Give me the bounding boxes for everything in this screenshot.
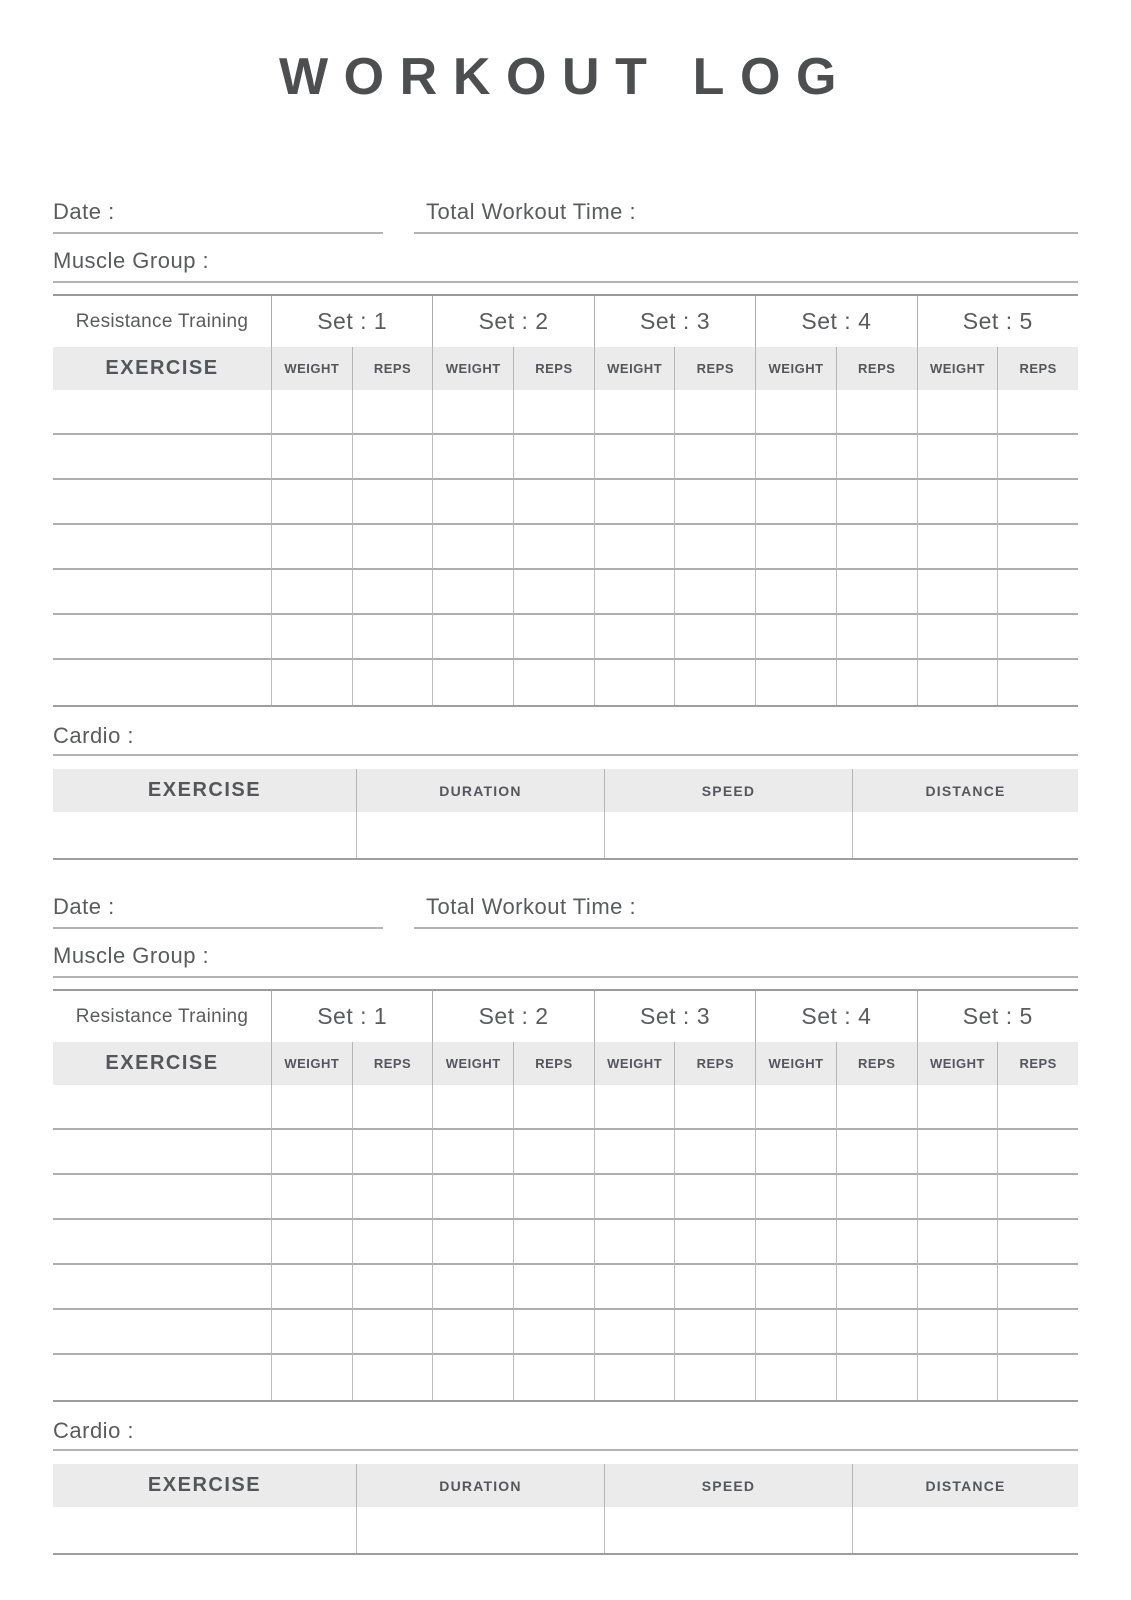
set-entry-cell — [271, 1085, 352, 1130]
weight-column-header: WEIGHT — [432, 347, 513, 390]
exercise-column-header: EXERCISE — [53, 1042, 271, 1085]
set-entry-cell — [674, 1220, 755, 1265]
set-entry-cell — [352, 1085, 433, 1130]
set-entry-cell — [836, 1175, 917, 1220]
set-entry-cell — [836, 1265, 917, 1310]
set-entry-cell — [352, 390, 433, 435]
set-entry-cell — [432, 570, 513, 615]
set-entry-cell — [755, 1130, 836, 1175]
set-entry-cell — [997, 660, 1078, 705]
set-entry-cell — [432, 1265, 513, 1310]
set-entry-cell — [594, 1355, 675, 1400]
resistance-training-table — [53, 294, 1078, 707]
set-entry-cell — [917, 1220, 998, 1265]
total-workout-time-label: Total Workout Time : — [426, 894, 637, 919]
set-entry-cell — [836, 1085, 917, 1130]
set-entry-cell — [917, 615, 998, 660]
set-entry-cell — [755, 390, 836, 435]
set-entry-cell — [594, 570, 675, 615]
cardio-speed-header: SPEED — [604, 769, 852, 812]
set-entry-cell — [352, 525, 433, 570]
exercise-entry-cell — [53, 1220, 271, 1265]
set-entry-cell — [513, 1310, 594, 1355]
set-entry-cell — [271, 660, 352, 705]
set-entry-cell — [271, 1355, 352, 1400]
total-workout-time-field — [414, 198, 1078, 234]
set-entry-cell — [432, 525, 513, 570]
weight-column-header: WEIGHT — [594, 347, 675, 390]
weight-column-header: WEIGHT — [594, 1042, 675, 1085]
workout-log-block — [53, 198, 1078, 860]
set-entry-cell — [755, 660, 836, 705]
set-entry-cell — [513, 435, 594, 480]
cardio-distance-header: DISTANCE — [852, 769, 1078, 812]
set-entry-cell — [352, 480, 433, 525]
set-entry-cell — [755, 615, 836, 660]
exercise-entry-cell — [53, 480, 271, 525]
set-entry-cell — [594, 615, 675, 660]
set-entry-cell — [917, 1085, 998, 1130]
set-entry-cell — [594, 1265, 675, 1310]
cardio-entry-cell — [356, 1507, 604, 1553]
set-entry-cell — [352, 1265, 433, 1310]
set-entry-cell — [836, 570, 917, 615]
set-entry-cell — [836, 525, 917, 570]
total-workout-time-field — [414, 893, 1078, 929]
date-label: Date : — [53, 199, 115, 224]
set-entry-cell — [513, 525, 594, 570]
weight-column-header: WEIGHT — [917, 347, 998, 390]
exercise-entry-cell — [53, 615, 271, 660]
reps-column-header: REPS — [674, 1042, 755, 1085]
reps-column-header: REPS — [352, 1042, 433, 1085]
set-entry-cell — [755, 1085, 836, 1130]
set-entry-cell — [594, 1220, 675, 1265]
cardio-entry-cell — [852, 1507, 1078, 1553]
set-entry-cell — [594, 1085, 675, 1130]
set-entry-cell — [352, 1175, 433, 1220]
cardio-field — [53, 1417, 1078, 1451]
set-entry-cell — [836, 1355, 917, 1400]
date-field — [53, 198, 383, 234]
exercise-column-header: EXERCISE — [53, 347, 271, 390]
muscle-group-field — [53, 942, 1078, 978]
set-entry-cell — [674, 435, 755, 480]
exercise-entry-cell — [53, 1355, 271, 1400]
set-entry-cell — [352, 1355, 433, 1400]
set-entry-cell — [836, 1220, 917, 1265]
weight-column-header: WEIGHT — [432, 1042, 513, 1085]
weight-column-header: WEIGHT — [755, 347, 836, 390]
set-entry-cell — [432, 1085, 513, 1130]
cardio-label: Cardio : — [53, 723, 135, 748]
set-entry-cell — [917, 525, 998, 570]
set-1-header: Set : 1 — [271, 991, 432, 1042]
reps-column-header: REPS — [997, 1042, 1078, 1085]
set-entry-cell — [352, 570, 433, 615]
weight-column-header: WEIGHT — [271, 347, 352, 390]
set-entry-cell — [594, 1175, 675, 1220]
set-entry-cell — [271, 1310, 352, 1355]
set-entry-cell — [997, 570, 1078, 615]
set-entry-cell — [836, 615, 917, 660]
set-entry-cell — [997, 525, 1078, 570]
set-entry-cell — [352, 435, 433, 480]
set-entry-cell — [513, 660, 594, 705]
set-entry-cell — [271, 1130, 352, 1175]
set-entry-cell — [836, 435, 917, 480]
set-entry-cell — [674, 480, 755, 525]
reps-column-header: REPS — [836, 347, 917, 390]
cardio-distance-header: DISTANCE — [852, 1464, 1078, 1507]
set-entry-cell — [755, 570, 836, 615]
set-entry-cell — [674, 615, 755, 660]
cardio-speed-header: SPEED — [604, 1464, 852, 1507]
date-time-row — [53, 198, 1078, 234]
set-5-header: Set : 5 — [917, 991, 1078, 1042]
cardio-table — [53, 1464, 1078, 1555]
reps-column-header: REPS — [997, 347, 1078, 390]
cardio-exercise-header: EXERCISE — [53, 769, 356, 812]
set-entry-cell — [755, 435, 836, 480]
set-entry-cell — [674, 660, 755, 705]
set-entry-cell — [997, 1265, 1078, 1310]
muscle-group-row — [53, 247, 1078, 283]
cardio-duration-header: DURATION — [356, 1464, 604, 1507]
set-entry-cell — [432, 435, 513, 480]
set-4-header: Set : 4 — [755, 296, 916, 347]
exercise-entry-cell — [53, 390, 271, 435]
exercise-entry-cell — [53, 1130, 271, 1175]
set-entry-cell — [836, 1130, 917, 1175]
set-entry-cell — [513, 1130, 594, 1175]
muscle-group-label: Muscle Group : — [53, 943, 210, 968]
set-entry-cell — [594, 390, 675, 435]
cardio-row — [53, 1417, 1078, 1451]
set-entry-cell — [755, 1310, 836, 1355]
set-entry-cell — [432, 615, 513, 660]
set-entry-cell — [917, 1175, 998, 1220]
set-entry-cell — [917, 570, 998, 615]
set-entry-cell — [513, 1085, 594, 1130]
set-entry-cell — [432, 1355, 513, 1400]
exercise-entry-cell — [53, 1085, 271, 1130]
set-entry-cell — [755, 480, 836, 525]
resistance-training-label: Resistance Training — [75, 1005, 249, 1027]
reps-column-header: REPS — [836, 1042, 917, 1085]
blocks-container — [53, 198, 1078, 1555]
resistance-training-label: Resistance Training — [75, 310, 249, 332]
set-entry-cell — [674, 390, 755, 435]
set-entry-cell — [594, 435, 675, 480]
cardio-table — [53, 769, 1078, 860]
cardio-entry-cell — [852, 812, 1078, 858]
workout-log-block — [53, 893, 1078, 1555]
set-entry-cell — [674, 1355, 755, 1400]
set-entry-cell — [432, 1175, 513, 1220]
set-entry-cell — [513, 390, 594, 435]
cardio-duration-header: DURATION — [356, 769, 604, 812]
resistance-training-table — [53, 989, 1078, 1402]
set-2-header: Set : 2 — [432, 991, 593, 1042]
set-3-header: Set : 3 — [594, 991, 755, 1042]
set-entry-cell — [432, 660, 513, 705]
set-entry-cell — [997, 1175, 1078, 1220]
set-entry-cell — [997, 435, 1078, 480]
weight-column-header: WEIGHT — [755, 1042, 836, 1085]
set-entry-cell — [271, 615, 352, 660]
set-entry-cell — [997, 615, 1078, 660]
set-entry-cell — [755, 1355, 836, 1400]
set-entry-cell — [352, 615, 433, 660]
set-entry-cell — [271, 480, 352, 525]
muscle-group-row — [53, 942, 1078, 978]
set-entry-cell — [271, 525, 352, 570]
set-entry-cell — [271, 390, 352, 435]
set-entry-cell — [917, 480, 998, 525]
set-entry-cell — [513, 1220, 594, 1265]
exercise-entry-cell — [53, 1175, 271, 1220]
set-3-header: Set : 3 — [594, 296, 755, 347]
set-entry-cell — [674, 570, 755, 615]
set-entry-cell — [432, 1220, 513, 1265]
set-entry-cell — [997, 1220, 1078, 1265]
set-4-header: Set : 4 — [755, 991, 916, 1042]
set-entry-cell — [997, 390, 1078, 435]
set-entry-cell — [432, 390, 513, 435]
weight-column-header: WEIGHT — [917, 1042, 998, 1085]
cardio-exercise-header: EXERCISE — [53, 1464, 356, 1507]
set-entry-cell — [917, 1130, 998, 1175]
set-entry-cell — [755, 525, 836, 570]
exercise-entry-cell — [53, 570, 271, 615]
cardio-entry-cell — [53, 1507, 356, 1553]
exercise-entry-cell — [53, 435, 271, 480]
set-entry-cell — [997, 1310, 1078, 1355]
set-entry-cell — [594, 525, 675, 570]
set-entry-cell — [674, 525, 755, 570]
set-entry-cell — [513, 1175, 594, 1220]
reps-column-header: REPS — [513, 1042, 594, 1085]
set-entry-cell — [594, 1310, 675, 1355]
set-1-header: Set : 1 — [271, 296, 432, 347]
set-entry-cell — [513, 570, 594, 615]
cardio-entry-cell — [356, 812, 604, 858]
exercise-entry-cell — [53, 1310, 271, 1355]
set-entry-cell — [513, 480, 594, 525]
set-2-header: Set : 2 — [432, 296, 593, 347]
set-entry-cell — [674, 1085, 755, 1130]
exercise-entry-cell — [53, 525, 271, 570]
reps-column-header: REPS — [352, 347, 433, 390]
set-entry-cell — [997, 1130, 1078, 1175]
set-entry-cell — [917, 1310, 998, 1355]
set-entry-cell — [917, 660, 998, 705]
set-entry-cell — [271, 1175, 352, 1220]
set-entry-cell — [755, 1175, 836, 1220]
set-entry-cell — [271, 570, 352, 615]
set-entry-cell — [271, 435, 352, 480]
set-entry-cell — [513, 1265, 594, 1310]
cardio-entry-cell — [604, 812, 852, 858]
muscle-group-label: Muscle Group : — [53, 248, 210, 273]
reps-column-header: REPS — [513, 347, 594, 390]
set-entry-cell — [513, 615, 594, 660]
date-field — [53, 893, 383, 929]
set-entry-cell — [997, 480, 1078, 525]
set-entry-cell — [271, 1220, 352, 1265]
set-entry-cell — [594, 480, 675, 525]
exercise-entry-cell — [53, 1265, 271, 1310]
muscle-group-field — [53, 247, 1078, 283]
set-5-header: Set : 5 — [917, 296, 1078, 347]
set-entry-cell — [917, 1355, 998, 1400]
set-entry-cell — [836, 480, 917, 525]
set-entry-cell — [836, 1310, 917, 1355]
set-entry-cell — [755, 1265, 836, 1310]
set-entry-cell — [836, 390, 917, 435]
set-entry-cell — [917, 1265, 998, 1310]
cardio-field — [53, 722, 1078, 756]
set-entry-cell — [352, 1310, 433, 1355]
set-entry-cell — [432, 480, 513, 525]
set-entry-cell — [997, 1085, 1078, 1130]
exercise-entry-cell — [53, 660, 271, 705]
total-workout-time-label: Total Workout Time : — [426, 199, 637, 224]
set-entry-cell — [674, 1310, 755, 1355]
cardio-entry-cell — [53, 812, 356, 858]
set-entry-cell — [352, 1220, 433, 1265]
date-time-row — [53, 893, 1078, 929]
set-entry-cell — [997, 1355, 1078, 1400]
set-entry-cell — [432, 1310, 513, 1355]
date-label: Date : — [53, 894, 115, 919]
set-entry-cell — [513, 1355, 594, 1400]
set-entry-cell — [674, 1265, 755, 1310]
set-entry-cell — [271, 1265, 352, 1310]
set-entry-cell — [674, 1175, 755, 1220]
set-entry-cell — [594, 1130, 675, 1175]
set-entry-cell — [352, 1130, 433, 1175]
cardio-row — [53, 722, 1078, 756]
set-entry-cell — [836, 660, 917, 705]
set-entry-cell — [917, 390, 998, 435]
cardio-label: Cardio : — [53, 1418, 135, 1443]
reps-column-header: REPS — [674, 347, 755, 390]
set-entry-cell — [917, 435, 998, 480]
page-title: WORKOUT LOG — [278, 48, 853, 106]
set-entry-cell — [352, 660, 433, 705]
set-entry-cell — [755, 1220, 836, 1265]
set-entry-cell — [594, 660, 675, 705]
weight-column-header: WEIGHT — [271, 1042, 352, 1085]
cardio-entry-cell — [604, 1507, 852, 1553]
set-entry-cell — [432, 1130, 513, 1175]
set-entry-cell — [674, 1130, 755, 1175]
